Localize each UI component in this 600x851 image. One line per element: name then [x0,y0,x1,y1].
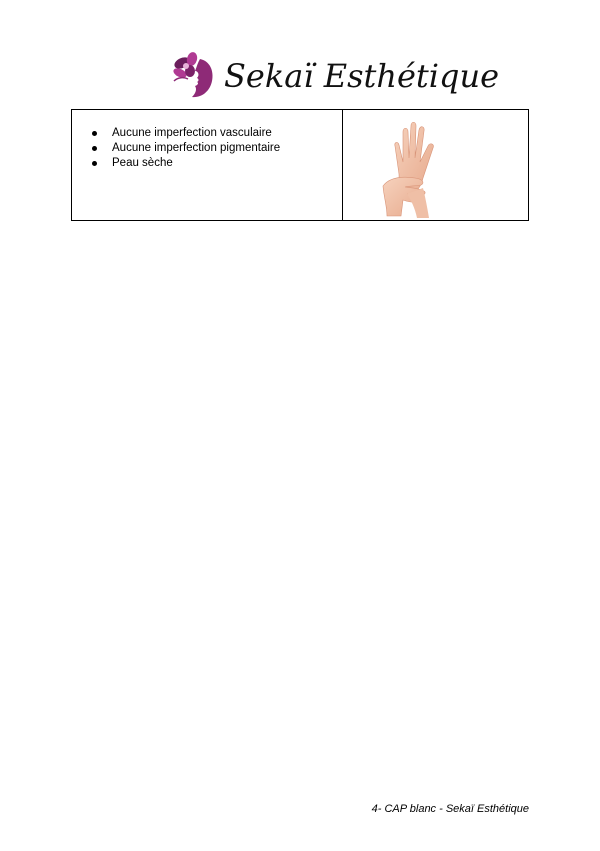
list-item-text: Aucune imperfection vasculaire [112,127,272,139]
skin-characteristics-list [92,126,342,171]
orchid-face-logo-icon [170,51,216,101]
bullet-icon [92,146,97,151]
page-footer: 4- CAP blanc - Sekaï Esthétique [371,803,529,815]
hands-image [381,116,447,218]
list-item-text: Peau sèche [112,157,173,169]
brand-logo [170,48,499,104]
image-cell [343,110,528,220]
skin-info-table [71,109,529,221]
list-item [92,156,342,171]
bullet-icon [92,161,97,166]
list-item-text: Aucune imperfection pigmentaire [112,142,281,154]
brand-name: Sekaï Esthétique [224,57,500,95]
list-item [92,141,342,156]
list-item [92,126,342,141]
skin-characteristics-cell [72,110,343,220]
bullet-icon [92,131,97,136]
